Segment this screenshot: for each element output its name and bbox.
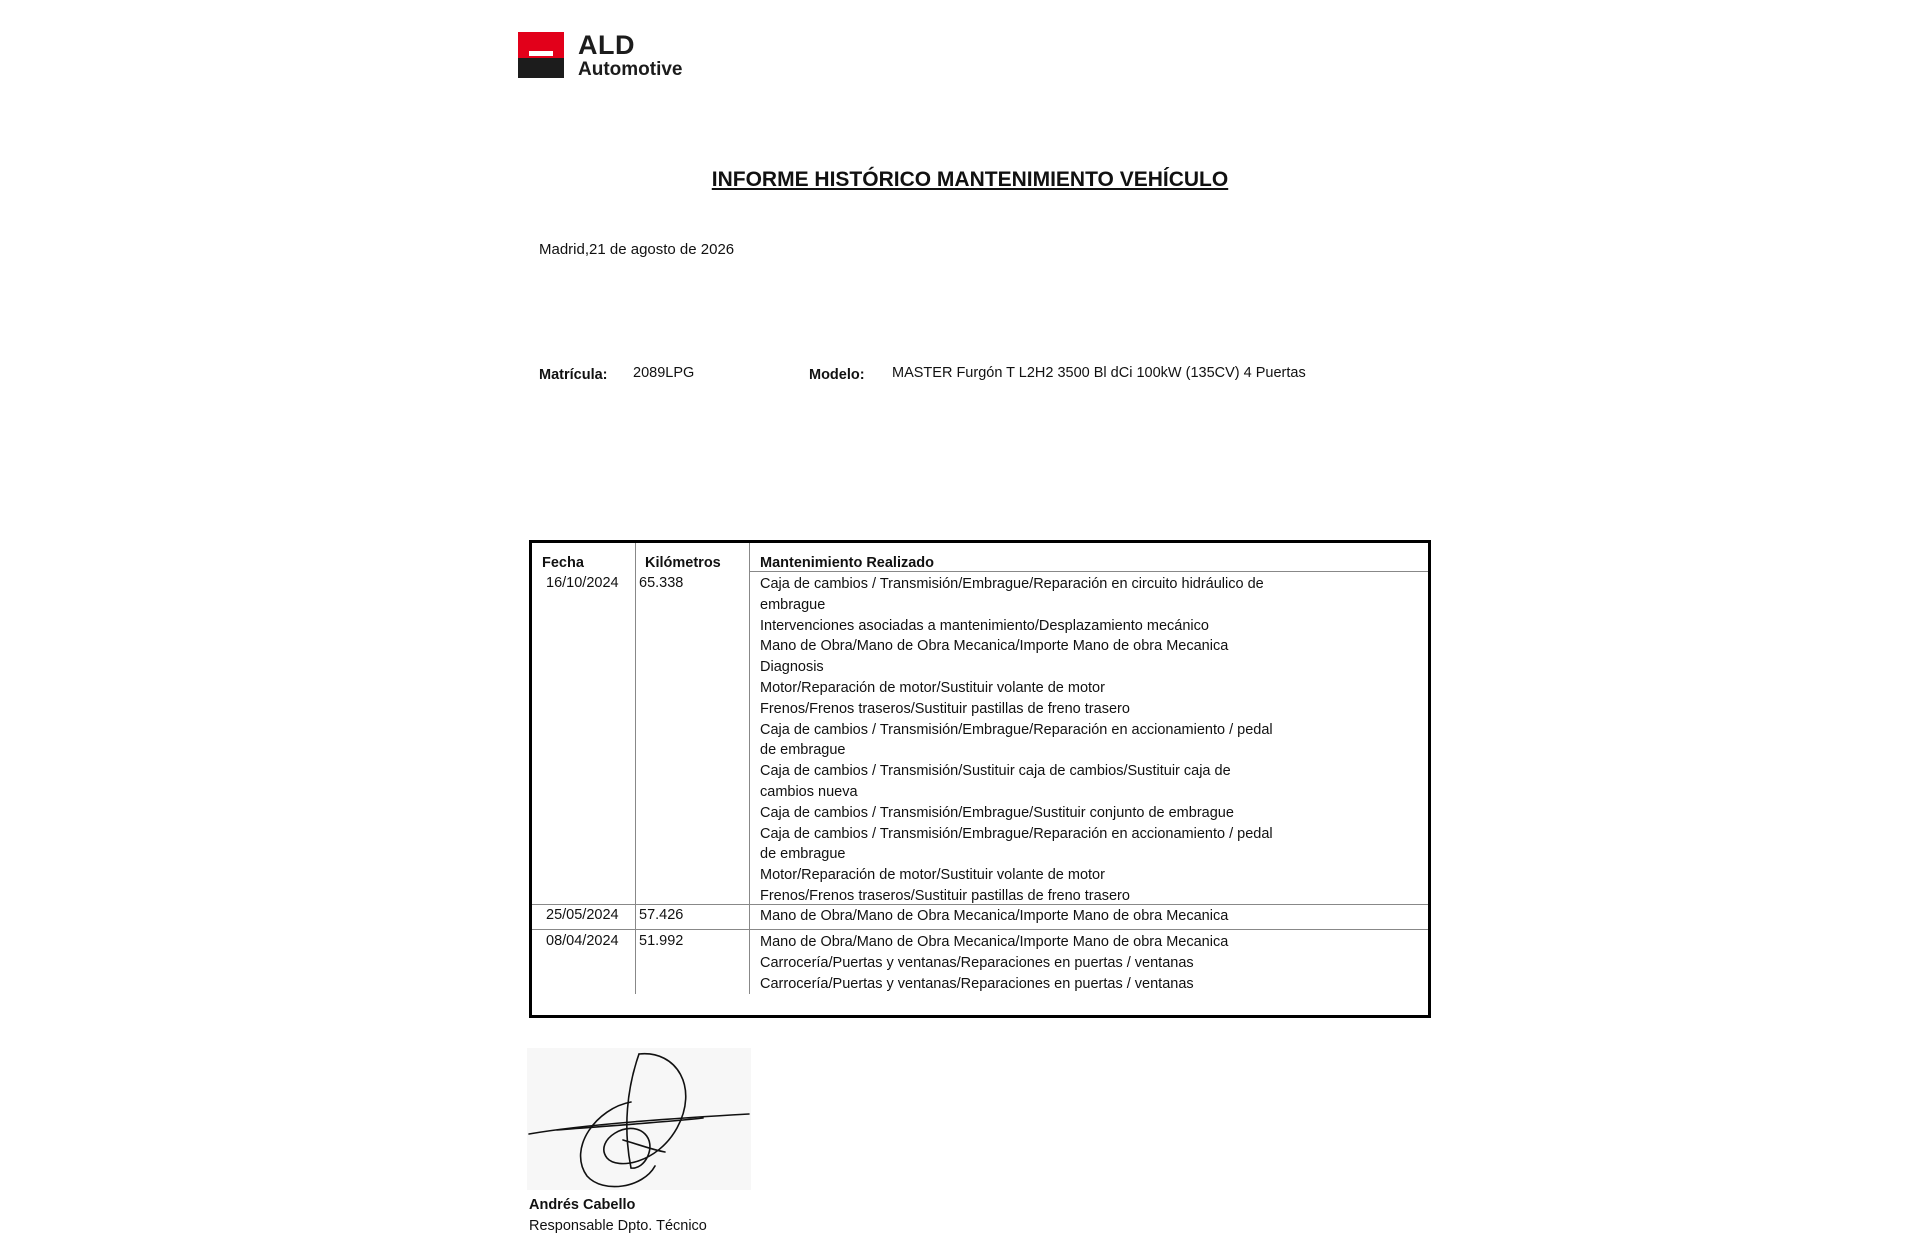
maintenance-line: Mano de Obra/Mano de Obra Mecanica/Importe Mano de obra Mecanica	[760, 908, 1229, 924]
maintenance-line: Motor/Reparación de motor/Sustituir volante de motor	[760, 679, 1105, 696]
header-maintenance: Mantenimiento Realizado	[760, 555, 935, 571]
model-value: MASTER Furgón T L2H2 3500 Bl dCi 100kW (135CV) 4 Puertas	[892, 365, 1306, 381]
maintenance-line: Mano de Obra/Mano de Obra Mecanica/Importe Mano de obra Mecanica	[760, 638, 1229, 655]
maintenance-line: Caja de cambios / Transmisión/Embrague/Reparación en circuito hidráulico de	[760, 576, 1264, 592]
document-date: Madrid,21 de agosto de 2026	[539, 241, 735, 258]
maintenance-line: de embrague	[760, 742, 846, 759]
logo-brand-sub: Automotive	[578, 59, 683, 80]
row2-km: 57.426	[639, 907, 684, 923]
maintenance-line: Motor/Reparación de motor/Sustituir volante de motor	[760, 867, 1105, 884]
maintenance-line: Carrocería/Puertas y ventanas/Reparaciones en puertas / ventanas	[760, 954, 1194, 971]
maintenance-line: Caja de cambios / Transmisión/Embrague/Reparación en accionamiento / pedal	[760, 825, 1273, 842]
document-title: INFORME HISTÓRICO MANTENIMIENTO VEHÍCULO	[711, 168, 1229, 191]
maintenance-line: Carrocería/Puertas y ventanas/Reparaciones en puertas / ventanas	[760, 975, 1194, 992]
header-date: Fecha	[542, 555, 584, 571]
row1-maintenance	[760, 574, 1273, 907]
maintenance-line: cambios nueva	[760, 783, 858, 800]
maintenance-line: Intervenciones asociadas a mantenimiento/Desplazamiento mecánico	[760, 617, 1209, 634]
maintenance-line: Mano de Obra/Mano de Obra Mecanica/Importe Mano de obra Mecanica	[760, 934, 1229, 950]
row3-maintenance	[760, 932, 1228, 994]
maintenance-line: de embrague	[760, 846, 846, 863]
ald-automotive-logo	[518, 30, 690, 80]
row2-date: 25/05/2024	[546, 907, 619, 923]
row1-km: 65.338	[639, 575, 684, 591]
row1-date: 16/10/2024	[546, 575, 619, 591]
signatory-name: Andrés Cabello	[529, 1197, 636, 1213]
row2-maintenance	[760, 906, 1228, 927]
maintenance-line: Caja de cambios / Transmisión/Embrague/Sustituir conjunto de embrague	[760, 804, 1234, 821]
row3-date: 08/04/2024	[546, 933, 619, 949]
maintenance-table	[529, 540, 1431, 1018]
model-label: Modelo:	[809, 367, 865, 383]
logo-brand-name: ALD	[578, 30, 635, 60]
maintenance-line: Frenos/Frenos traseros/Sustituir pastillas de freno trasero	[760, 887, 1130, 904]
signatory-role: Responsable Dpto. Técnico	[529, 1218, 707, 1234]
maintenance-line: Caja de cambios / Transmisión/Embrague/Reparación en accionamiento / pedal	[760, 721, 1273, 738]
maintenance-line: Caja de cambios / Transmisión/Sustituir caja de cambios/Sustituir caja de	[760, 763, 1231, 780]
row3-km: 51.992	[639, 933, 684, 949]
maintenance-line: Frenos/Frenos traseros/Sustituir pastillas de freno trasero	[760, 700, 1130, 717]
maintenance-line: Diagnosis	[760, 659, 824, 676]
handwritten-signature	[527, 1048, 751, 1190]
header-km: Kilómetros	[645, 555, 721, 571]
plate-label: Matrícula:	[539, 367, 608, 383]
plate-value: 2089LPG	[633, 365, 695, 381]
maintenance-line: embrague	[760, 596, 826, 613]
